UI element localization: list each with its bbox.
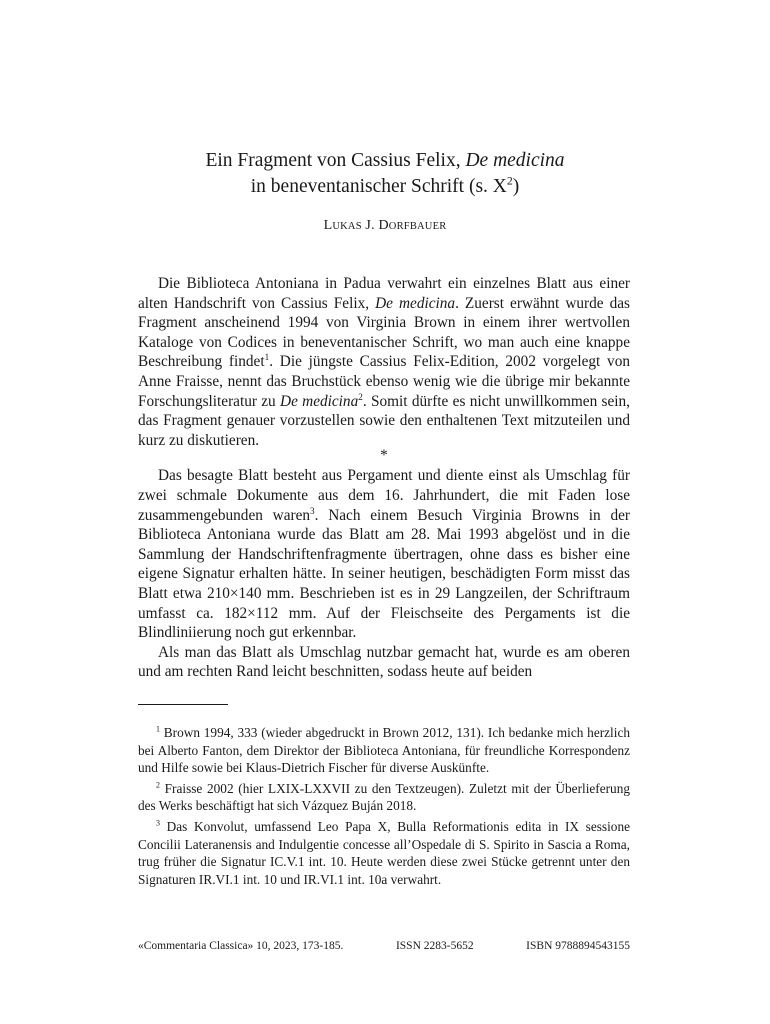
- footnote-2: $^2$ Fraisse 2002 (hier LXIX-LXXVII zu den Textzeugen). Zuletzt mit der Überlieferung des Werks beschäftigt hat sich Vázquez Buján 2018.: [138, 780, 630, 814]
- section-separator: *: [380, 447, 388, 465]
- isbn: ISBN 9788894543155: [526, 940, 630, 952]
- journal-citation: «Commentaria Classica» 10, 2023, 173-185.: [138, 940, 344, 952]
- title-line-2: in beneventanischer Schrift (s. $X^2$): [250, 174, 520, 197]
- article-title: [0, 148, 770, 200]
- author-name: LUKAS J. DORFBAUER: [323, 218, 447, 233]
- footnote-ref-2: 2: [358, 391, 363, 402]
- paragraph-1: Die Biblioteca Antoniana in Padua verwahrt ein einzelnes Blatt aus einer alten Handschrift von Cassius Felix, De medicina. Zuerst erwähnt wurde das Fragment anscheinend 1994 von Virginia Brown in einem ihrer wertvollen Kataloge von Codices in beneventanischer Schrift, wo man auch eine knappe Beschreibung findet$^1$. Die jüngste Cassius Felix-Edition, 2002 vorgelegt von Anne Fraisse, nennt das Bruchstück ebenso wenig wie die übrige mir bekannte Forschungsliteratur zu De medicina$^2$. Somit dürfte es nicht unwillkommen sein, das Fragment genauer vorzustellen sowie den enthaltenen Text mitzuteilen und kurz zu diskutieren.: [138, 275, 631, 449]
- issn: ISSN 2283-5652: [395, 940, 474, 952]
- title-italic-work: De medicina: [465, 150, 565, 171]
- title-line-1: Ein Fragment von Cassius Felix, De medicina: [205, 150, 565, 171]
- footnote-ref-3: 3: [310, 505, 315, 516]
- footnotes: [138, 724, 630, 891]
- footnote-1: $^1$ Brown 1994, 333 (wieder abgedruckt in Brown 2012, 131). Ich bedanke mich herzlich bei Alberto Fanton, dem Direktor der Biblioteca Antoniana, für freundliche Korrespondenz und Hilfe sowie bei Klaus-Dietrich Fischer für diverse Auskünfte.: [138, 724, 630, 776]
- footnote-rule: [138, 704, 228, 705]
- page-footer: [138, 940, 630, 952]
- footnote-3: $^3$ Das Konvolut, umfassend Leo Papa X, Bulla Reformationis edita in IX sessione Concilii Lateranensis and Indulgentie concesse all’Ospedale di S. Spirito in Sascia a Roma, trug früher die Signatur IC.V.1 int. 10. Heute werden diese zwei Stücke getrennt unter den Signaturen IR.VI.1 int. 10 und IR.VI.1 int. 10a verwahrt.: [138, 818, 630, 887]
- article-body: [138, 274, 630, 682]
- paragraph-3: Als man das Blatt als Umschlag nutzbar gemacht hat, wurde es am oberen und am rechten Rand leicht beschnitten, sodass heute auf beiden: [138, 643, 630, 681]
- footnote-ref-1: 1: [264, 352, 270, 363]
- paragraph-2: Das besagte Blatt besteht aus Pergament und diente einst als Umschlag für zwei schmale Dokumente aus dem 16. Jahrhundert, die mit Faden lose zusammengebunden waren$^3$. Nach einem Besuch Virginia Browns in der Biblioteca Antoniana wurde das Blatt am 28. Mai 1993 abgelöst und in die Sammlung der Handschriftenfragmente übertragen, ohne dass es bisher eine eigene Signatur erhalten hätte. In seiner heutigen, beschädigten Form misst das Blatt etwa 210×140 mm. Beschrieben ist es in 29 Langzeilen, der Schriftraum umfasst ca. 182×112 mm. Auf der Fleischseite des Pergaments ist die Blindliniierung noch gut erkennbar.: [138, 467, 631, 642]
